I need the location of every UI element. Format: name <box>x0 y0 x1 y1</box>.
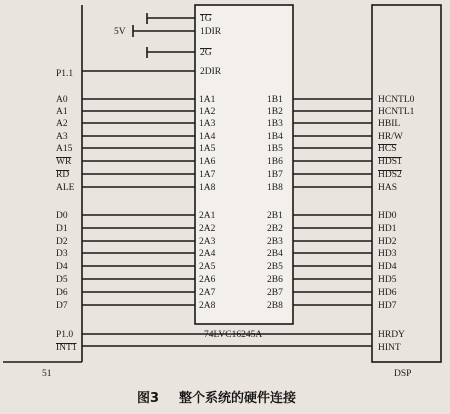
mcu-name: 51 <box>42 369 52 379</box>
buffer-pin-1b4: 1B4 <box>267 132 283 142</box>
buffer-pin-2a2: 2A2 <box>199 224 216 234</box>
buffer-pin-2b6: 2B6 <box>267 275 283 285</box>
buffer-pin-1b2: 1B2 <box>267 107 283 117</box>
dsp-pin-hds2: HDS2 <box>378 170 402 180</box>
buffer-name: 74LVC16245A <box>204 330 263 340</box>
mcu-pin-d4: D4 <box>56 262 68 272</box>
buffer-pin-2b3: 2B3 <box>267 237 283 247</box>
mcu-pin-d5: D5 <box>56 275 68 285</box>
buffer-pin-2b8: 2B8 <box>267 301 283 311</box>
buffer-pin-1a1: 1A1 <box>199 95 216 105</box>
dsp-pin-hint: HINT <box>378 343 401 353</box>
buffer-pin-2b4: 2B4 <box>267 249 283 259</box>
buffer-pin-2b5: 2B5 <box>267 262 283 272</box>
dsp-pin-hd6: HD6 <box>378 288 397 298</box>
buffer-pin-1a6: 1A6 <box>199 157 216 167</box>
dsp-pin-hr-w: HR/W <box>378 132 403 142</box>
dsp-pin-hcntl0: HCNTL0 <box>378 95 415 105</box>
dsp-pin-hbil: HBIL <box>378 119 401 129</box>
control-wiring <box>82 13 195 71</box>
mcu-pin-wr: WR <box>56 157 72 167</box>
mcu-pin-d7: D7 <box>56 301 68 311</box>
buffer-pin-2b7: 2B7 <box>267 288 283 298</box>
dsp-pin-hd7: HD7 <box>378 301 397 311</box>
mcu-pin-a1: A1 <box>56 107 68 117</box>
buffer-pin-1dir: 1DIR <box>200 27 222 37</box>
buffer-pin-1a5: 1A5 <box>199 144 216 154</box>
dsp-name: DSP <box>394 369 412 379</box>
dsp-pin-hd0: HD0 <box>378 211 397 221</box>
buffer-pin-2a5: 2A5 <box>199 262 216 272</box>
dsp-pin-hd3: HD3 <box>378 249 397 259</box>
buffer-pin-1a8: 1A8 <box>199 183 216 193</box>
buffer-pin-1b7: 1B7 <box>267 170 283 180</box>
buffer-pin-1b1: 1B1 <box>267 95 283 105</box>
dsp-pin-hd1: HD1 <box>378 224 397 234</box>
mcu-pin-p1-0: P1.0 <box>56 330 74 340</box>
buffer-pin-1b8: 1B8 <box>267 183 283 193</box>
buffer-pin-1b5: 1B5 <box>267 144 283 154</box>
buffer-pin-2a1: 2A1 <box>199 211 216 221</box>
dsp-pin-has: HAS <box>378 183 398 193</box>
buffer-pin-2a6: 2A6 <box>199 275 216 285</box>
buffer-pin-2b1: 2B1 <box>267 211 283 221</box>
mcu-pin-int1: INT1 <box>56 343 77 353</box>
mcu-pin-d3: D3 <box>56 249 68 259</box>
mcu-pin-p1-1: P1.1 <box>56 69 74 79</box>
dsp-pin-hcs: HCS <box>378 144 397 154</box>
buffer-pin-2a3: 2A3 <box>199 237 216 247</box>
buffer-pin-1b3: 1B3 <box>267 119 283 129</box>
supply-label: 5V <box>114 27 126 37</box>
figure-number: 图3 <box>137 391 160 406</box>
buffer-pin-2g: 2G <box>200 48 212 58</box>
buffer-pin-1a2: 1A2 <box>199 107 216 117</box>
dsp-pin-hd4: HD4 <box>378 262 397 272</box>
mcu-pin-d2: D2 <box>56 237 68 247</box>
figure-caption: 整个系统的硬件连接 <box>179 391 297 406</box>
dsp-pin-labels <box>378 95 415 353</box>
dsp-pin-hrdy: HRDY <box>378 330 405 340</box>
mcu-pin-d1: D1 <box>56 224 68 234</box>
mcu-pin-labels <box>56 69 77 353</box>
buffer-pin-1a7: 1A7 <box>199 170 216 180</box>
buffer-pin-1a4: 1A4 <box>199 132 216 142</box>
mcu-pin-rd: RD <box>56 170 70 180</box>
buffer-pin-2b2: 2B2 <box>267 224 283 234</box>
dsp-pin-hd5: HD5 <box>378 275 397 285</box>
dsp-pin-hcntl1: HCNTL1 <box>378 107 415 117</box>
mcu-pin-a2: A2 <box>56 119 68 129</box>
mcu-pin-d0: D0 <box>56 211 68 221</box>
dsp-pin-hds1: HDS1 <box>378 157 402 167</box>
buffer-pin-1b6: 1B6 <box>267 157 283 167</box>
mcu-pin-a15: A15 <box>56 144 73 154</box>
buffer-pin-1a3: 1A3 <box>199 119 216 129</box>
buffer-pin-2a8: 2A8 <box>199 301 216 311</box>
mcu-pin-a0: A0 <box>56 95 68 105</box>
dsp-pin-hd2: HD2 <box>378 237 397 247</box>
buffer-pin-1g: 1G <box>200 14 212 24</box>
buffer-pin-2a4: 2A4 <box>199 249 216 259</box>
mcu-pin-ale: ALE <box>56 183 75 193</box>
buffer-pin-2dir: 2DIR <box>200 67 222 77</box>
mcu-pin-d6: D6 <box>56 288 68 298</box>
buffer-pin-2a7: 2A7 <box>199 288 216 298</box>
mcu-pin-a3: A3 <box>56 132 68 142</box>
